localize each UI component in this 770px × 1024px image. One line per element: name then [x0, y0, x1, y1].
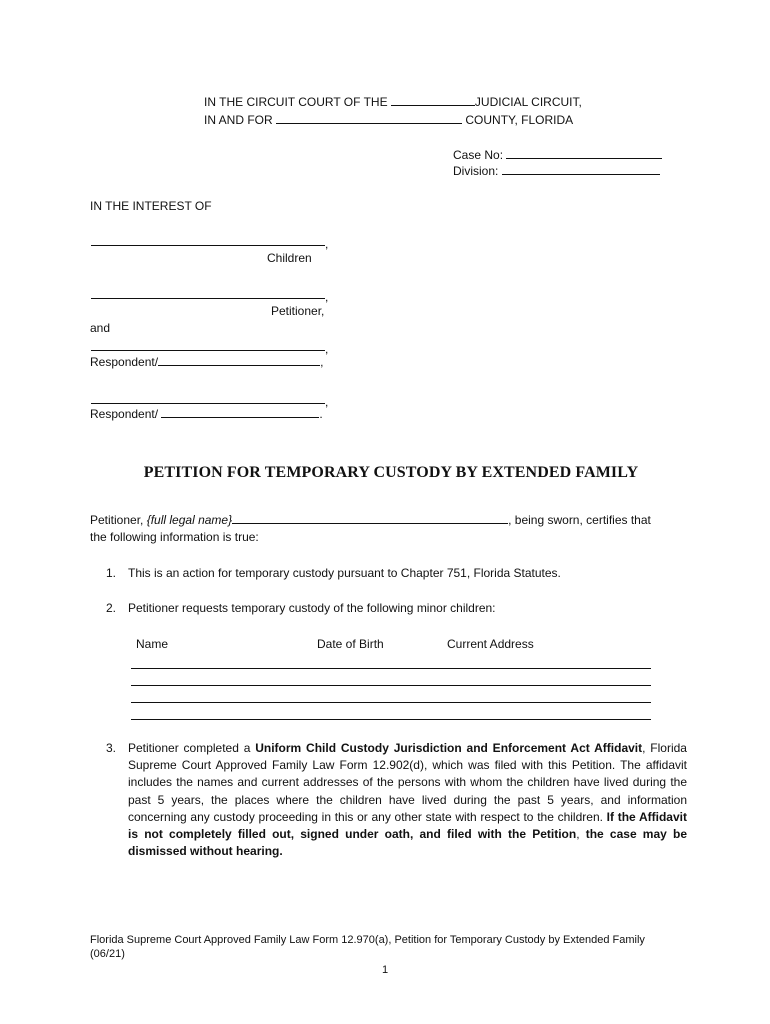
intro-line-1 — [90, 512, 651, 528]
item-3-text: Petitioner completed a — [128, 741, 256, 755]
court-header-line-2 — [204, 112, 573, 128]
respondent-1-name-blank[interactable] — [91, 350, 325, 351]
respondent-2-relationship-blank[interactable] — [161, 406, 319, 418]
children-name-blank[interactable] — [91, 245, 325, 246]
respondent-1-relationship-blank[interactable] — [158, 354, 320, 366]
full-legal-name-hint: {full legal name} — [146, 513, 233, 527]
circuit-blank[interactable] — [391, 94, 475, 106]
and-label: and — [90, 321, 111, 335]
form-revision-date: (06/21) — [90, 948, 125, 960]
item-number: 1. — [106, 566, 117, 580]
case-no-label: Case No: — [453, 148, 504, 162]
intro-suffix: , being sworn, certifies that — [508, 513, 651, 527]
item-number: 2. — [106, 601, 117, 615]
county-florida-label: COUNTY, FLORIDA — [465, 113, 574, 127]
uccjea-affidavit-name: Uniform Child Custody Jurisdiction and Enforcement Act Affidavit — [255, 741, 643, 755]
court-label: IN THE CIRCUIT COURT OF THE — [204, 95, 388, 109]
child-entry-line[interactable] — [131, 702, 651, 703]
child-entry-line[interactable] — [131, 668, 651, 669]
affidavit-warning: If the Affidavit is not completely filled out, signed under oath, and filed with the Petition — [128, 809, 687, 842]
county-blank[interactable] — [276, 112, 462, 124]
comma-mark: , — [325, 342, 329, 356]
comma-mark: , — [325, 237, 329, 251]
division-blank[interactable] — [502, 163, 660, 175]
respondent-label: Respondent/ — [90, 355, 159, 369]
court-header-line-1 — [204, 94, 582, 110]
item-3-text: , Florida Supreme Court Approved Family Law Form 12.902(d), which was filed with this Petition. The affidavit includes the names and current addresses of the persons with whom the children have lived during the past 5 years, the places where the children have lived during the past 5 years, and information concerning any custody proceeding in this or any other state with respect to the children. — [128, 741, 687, 824]
column-header-date-of-birth: Date of Birth — [317, 637, 384, 651]
page-number: 1 — [382, 964, 389, 976]
child-entry-line[interactable] — [131, 685, 651, 686]
case-number-row — [453, 147, 662, 163]
respondent-1-row: Respondent/ , — [90, 355, 324, 369]
division-row — [453, 163, 660, 179]
item-number: 3. — [106, 741, 117, 755]
document-title: PETITION FOR TEMPORARY CUSTODY BY EXTENDED FAMILY — [143, 464, 639, 481]
interest-of-label: IN THE INTEREST OF — [90, 199, 212, 213]
children-label: Children — [267, 251, 312, 265]
item-3-paragraph — [128, 740, 687, 860]
respondent-2-row: Respondent/ . — [90, 407, 323, 421]
case-no-blank[interactable] — [506, 147, 662, 159]
column-header-current-address: Current Address — [447, 637, 534, 651]
intro-line-2: the following information is true: — [90, 530, 259, 544]
comma-mark: , — [325, 290, 329, 304]
petitioner-label: Petitioner, — [271, 304, 325, 318]
division-label: Division: — [453, 164, 499, 178]
comma-mark: , — [325, 395, 329, 409]
intro-prefix: Petitioner, — [90, 513, 147, 527]
full-legal-name-blank[interactable] — [232, 512, 508, 524]
child-entry-line[interactable] — [131, 719, 651, 720]
petitioner-name-blank[interactable] — [91, 298, 325, 299]
dismissal-warning: the case may be dismissed without hearing. — [128, 827, 687, 859]
item-2-text: Petitioner requests temporary custody of the following minor children: — [128, 601, 496, 615]
in-and-for-label: IN AND FOR — [204, 113, 273, 127]
respondent-label: Respondent/ — [90, 407, 159, 421]
item-3-text: , — [576, 827, 586, 842]
item-1-text: This is an action for temporary custody pursuant to Chapter 751, Florida Statutes. — [128, 566, 561, 580]
respondent-2-name-blank[interactable] — [91, 403, 325, 404]
column-header-name: Name — [136, 637, 169, 651]
form-citation: Florida Supreme Court Approved Family Law Form 12.970(a), Petition for Temporary Custody by Extended Family — [90, 934, 645, 946]
judicial-circuit-label: JUDICIAL CIRCUIT, — [474, 95, 582, 109]
